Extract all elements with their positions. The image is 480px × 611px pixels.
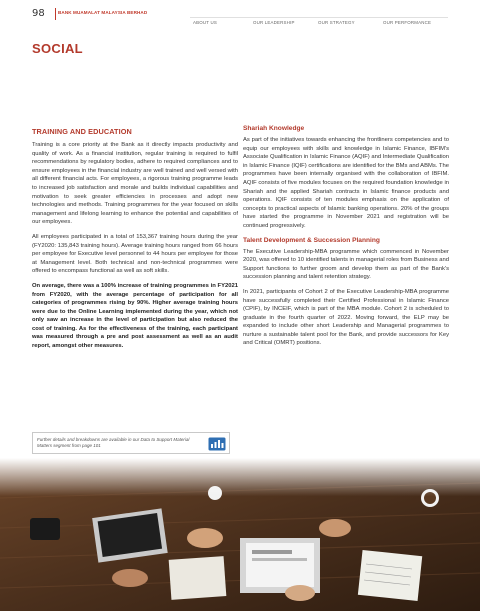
- nav-about-us[interactable]: ABOUT US: [193, 20, 217, 25]
- talent-heading: Talent Development & Succession Planning: [243, 236, 380, 244]
- section-title: SOCIAL: [32, 41, 83, 56]
- nav-rule: [190, 17, 448, 18]
- talent-paragraph-1: The Executive Leadership-MBA programme which commenced in November 2020, was offered to 10 identified talents in managerial roles from Business and Support functions to further groom and develop them as part of the Bank's succession planning and talent retention strategy.: [243, 248, 449, 281]
- shariah-paragraph: As part of the initiatives towards enhancing the frontliners competencies and to equip our employees with skills and knowledge in Islamic Finance, IBFIM's Associate Qualification in Islamic Finance (AQIF) and Intermediate Qualification in Islamic Finance (IQIF) certifications are identified for the BMs and ABMs. The programmes have been internally organised with the collaboration of IBFIM. AQIF consists of five modules focuses on the required foundation knowledge in Shariah and the applied Shariah contracts in Islamic finance products and operations. IQIF consists of ten modules emphasis on the application of concepts to practical aspects of Islamic banking operations. 20% of the groups have started the programme in November 2021 and registration will be continued progressively.: [243, 137, 449, 229]
- data-reference-note[interactable]: [32, 432, 230, 454]
- training-heading: TRAINING AND EDUCATION: [32, 127, 132, 136]
- training-paragraph-2: All employees participated in a total of 153,367 training hours during the year (FY2020: 135,843 training hours). Average training hours ranged from 66 hours per employee for Executive level personnel to 44 hours per employee for those at Management level. Both technical and non-technical programmes were offered to encompass functional as well as soft skills.: [32, 233, 238, 275]
- nav-our-leadership[interactable]: OUR LEADERSHIP: [253, 20, 295, 25]
- bank-name: BANK MUAMALAT MALAYSIA BERHAD: [58, 10, 148, 15]
- page-header: [0, 0, 480, 26]
- meeting-table-photo: [0, 458, 480, 611]
- page-number: 98: [32, 8, 45, 19]
- header-divider: [55, 8, 56, 20]
- talent-paragraph-2: In 2021, participants of Cohort 2 of the Executive Leadership-MBA programme have successfully completed their Certified Professional in Islamic Finance (CPIF), by INCEIF, which is part of the MBA module. Cohort 2 is scheduled to graduate in the fourth quarter of 2022. Moving forward, the ELP may be expanded to include other short Leadership and Managerial programmes to nurture a sustainable talent pool for the Bank, and provide successors for Key and Critical (OMRT) positions.: [243, 288, 449, 347]
- left-column: [32, 127, 238, 357]
- right-column: [243, 125, 449, 354]
- training-paragraph-3: On average, there was a 100% increase of training programmes in FY2021 from FY2020, with the average percentage of participation for all categories of programmes rising by 90%. Higher average training hours were due to the Online Learning implemented during the year, which not only saw an increase in the level of participation but also reduced the cost of training. As for the effectiveness of the training, each participant was measured through a pre and post assessment as well as an audit report, amongst other measures.: [32, 282, 238, 350]
- note-text: Further details and breakdowns are available in our Data to Support Material Matters segment from page 101: [37, 437, 190, 448]
- training-paragraph-1: Training is a core priority at the Bank as it directly impacts productivity and quality of work. As a financial institution, regular training is required to fulfil recommendations by regulatory bodies, adhere to required compliances and to ensure employees in the financial industry are well trained and well versed with all different financial acts. For employees, a rigorous training programme leads to increased job satisfaction and morale and builds individual capabilities and motivation to seek greater efficiencies in processes and adopt new technologies and methods. Training programmes for the year focused on skills management and lifelong learning to enhance the potential and capabilities of our employees.: [32, 142, 238, 226]
- nav-our-performance[interactable]: OUR PERFORMANCE: [383, 20, 432, 25]
- nav-our-strategy[interactable]: OUR STRATEGY: [318, 20, 355, 25]
- data-chart-icon: [208, 437, 226, 451]
- shariah-heading: Shariah Knowledge: [243, 125, 305, 132]
